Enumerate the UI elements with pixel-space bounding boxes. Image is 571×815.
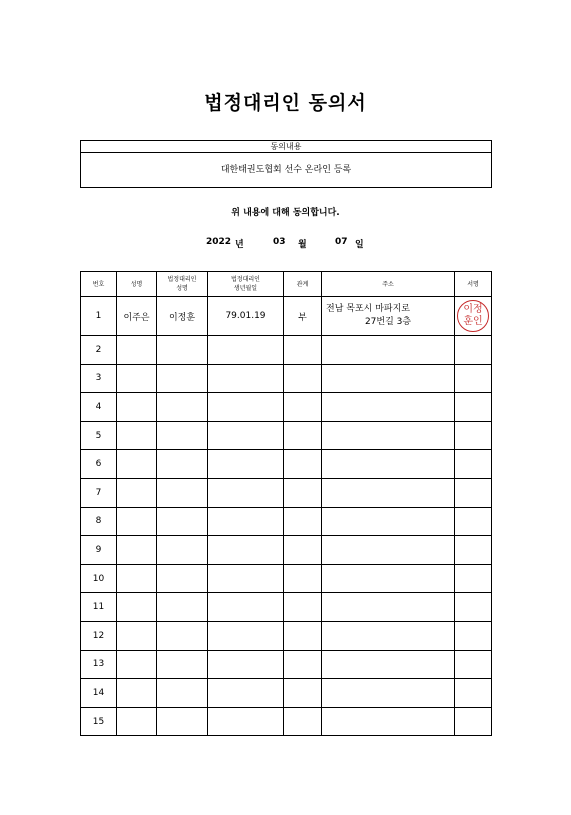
row-no: 6 <box>81 450 117 479</box>
row-guardian-birth <box>208 593 284 622</box>
row-signature <box>455 478 492 507</box>
header-guardian-name <box>157 272 208 297</box>
row-name <box>117 364 157 393</box>
row-guardian-birth <box>208 478 284 507</box>
row-no: 9 <box>81 536 117 565</box>
row-signature <box>455 393 492 422</box>
table-row <box>81 336 492 365</box>
row-no: 7 <box>81 478 117 507</box>
seal-line1: 이정 <box>463 304 483 315</box>
date-day-unit: 일 <box>355 240 364 250</box>
row-no: 8 <box>81 507 117 536</box>
header-row <box>81 272 492 297</box>
row-relation <box>284 336 322 365</box>
row-relation <box>284 507 322 536</box>
document-title: 법정대리인 동의서 <box>204 92 367 114</box>
row-name <box>117 679 157 708</box>
row-guardian-birth <box>208 393 284 422</box>
row-address <box>322 507 455 536</box>
row-signature <box>455 297 492 336</box>
date-year-unit: 년 <box>235 240 244 250</box>
header-guardian-name-line1: 법정대리인 <box>167 276 197 283</box>
row-name <box>117 564 157 593</box>
header-guardian-birth <box>208 272 284 297</box>
row-guardian-name <box>157 564 208 593</box>
row-signature <box>455 364 492 393</box>
row-guardian-birth <box>208 564 284 593</box>
seal-line2: 훈인 <box>463 316 483 327</box>
row-relation <box>284 679 322 708</box>
row-address <box>322 478 455 507</box>
row-address <box>322 621 455 650</box>
row-guardian-name <box>157 364 208 393</box>
row-name <box>117 336 157 365</box>
row-relation <box>284 364 322 393</box>
consent-box <box>80 140 492 188</box>
row-guardian-birth <box>208 621 284 650</box>
row-name <box>117 507 157 536</box>
header-guardian-birth-line1: 법정대리인 <box>231 276 260 283</box>
row-guardian-birth <box>208 364 284 393</box>
row-name <box>117 421 157 450</box>
row-signature <box>455 564 492 593</box>
row-address <box>322 536 455 565</box>
row-relation <box>284 478 322 507</box>
row-address-line2: 27번길 3층 <box>364 317 412 327</box>
table-row <box>81 507 492 536</box>
row-guardian-birth: 79.01.19 <box>208 297 284 336</box>
row-guardian-birth <box>208 507 284 536</box>
header-guardian-birth-line2: 생년월일 <box>233 285 258 292</box>
row-relation <box>284 707 322 736</box>
row-name <box>117 393 157 422</box>
row-address <box>322 421 455 450</box>
header-address: 주소 <box>322 272 455 297</box>
row-guardian-birth <box>208 707 284 736</box>
row-name: 이주은 <box>117 297 157 336</box>
row-address <box>322 393 455 422</box>
row-signature <box>455 536 492 565</box>
row-guardian-birth <box>208 679 284 708</box>
table-row <box>81 707 492 736</box>
row-signature <box>455 650 492 679</box>
table-row <box>81 650 492 679</box>
row-no: 13 <box>81 650 117 679</box>
header-no: 번호 <box>81 272 117 297</box>
row-address <box>322 364 455 393</box>
row-guardian-name <box>157 393 208 422</box>
row-relation: 부 <box>284 297 322 336</box>
row-guardian-name <box>157 450 208 479</box>
row-relation <box>284 650 322 679</box>
row-no: 12 <box>81 621 117 650</box>
row-name <box>117 650 157 679</box>
row-address <box>322 593 455 622</box>
row-name <box>117 593 157 622</box>
row-signature <box>455 679 492 708</box>
row-no: 5 <box>81 421 117 450</box>
row-address <box>322 297 455 336</box>
row-no: 10 <box>81 564 117 593</box>
row-guardian-name <box>157 507 208 536</box>
row-name <box>117 621 157 650</box>
row-no: 11 <box>81 593 117 622</box>
table-row <box>81 536 492 565</box>
table-row <box>81 364 492 393</box>
row-signature <box>455 593 492 622</box>
row-address <box>322 564 455 593</box>
row-relation <box>284 621 322 650</box>
header-guardian-name-line2: 성명 <box>176 285 188 292</box>
table-row <box>81 621 492 650</box>
row-address <box>322 650 455 679</box>
date-month: 03 <box>273 237 286 247</box>
row-guardian-name <box>157 707 208 736</box>
row-guardian-name <box>157 679 208 708</box>
row-name <box>117 450 157 479</box>
table-row <box>81 450 492 479</box>
row-signature <box>455 507 492 536</box>
table-row <box>81 297 492 336</box>
row-name <box>117 707 157 736</box>
row-address <box>322 679 455 708</box>
row-guardian-birth <box>208 421 284 450</box>
row-address <box>322 707 455 736</box>
row-guardian-birth <box>208 650 284 679</box>
row-relation <box>284 450 322 479</box>
row-no: 3 <box>81 364 117 393</box>
agreement-statement: 위 내용에 대해 동의합니다. <box>231 208 340 218</box>
row-relation <box>284 421 322 450</box>
row-relation <box>284 564 322 593</box>
row-guardian-name <box>157 336 208 365</box>
row-relation <box>284 536 322 565</box>
row-no: 14 <box>81 679 117 708</box>
header-relation: 관계 <box>284 272 322 297</box>
row-guardian-birth <box>208 536 284 565</box>
consent-header: 동의내용 <box>81 141 491 153</box>
row-relation <box>284 393 322 422</box>
row-address <box>322 450 455 479</box>
row-address-line1: 전남 목포시 마파지로 <box>326 304 410 314</box>
table-row <box>81 393 492 422</box>
row-guardian-name: 이정훈 <box>157 297 208 336</box>
date-day: 07 <box>335 237 348 247</box>
row-relation <box>284 593 322 622</box>
row-signature <box>455 450 492 479</box>
row-address <box>322 336 455 365</box>
table-row <box>81 593 492 622</box>
row-no: 4 <box>81 393 117 422</box>
row-guardian-name <box>157 536 208 565</box>
row-name <box>117 536 157 565</box>
seal-stamp <box>457 300 489 332</box>
row-guardian-name <box>157 621 208 650</box>
header-name: 성명 <box>117 272 157 297</box>
date-year: 2022 <box>206 237 232 247</box>
row-no: 2 <box>81 336 117 365</box>
row-signature <box>455 707 492 736</box>
table-row <box>81 478 492 507</box>
table-row <box>81 679 492 708</box>
row-guardian-name <box>157 478 208 507</box>
row-signature <box>455 421 492 450</box>
table-row <box>81 421 492 450</box>
row-guardian-birth <box>208 336 284 365</box>
guardian-table <box>80 271 492 736</box>
row-no: 15 <box>81 707 117 736</box>
row-guardian-birth <box>208 450 284 479</box>
row-name <box>117 478 157 507</box>
table-row <box>81 564 492 593</box>
row-guardian-name <box>157 421 208 450</box>
row-guardian-name <box>157 593 208 622</box>
row-signature <box>455 336 492 365</box>
date-month-unit: 월 <box>298 240 307 250</box>
row-guardian-name <box>157 650 208 679</box>
consent-content: 대한태권도협회 선수 온라인 등록 <box>220 165 352 175</box>
row-no: 1 <box>81 297 117 336</box>
header-signature: 서명 <box>455 272 492 297</box>
row-signature <box>455 621 492 650</box>
